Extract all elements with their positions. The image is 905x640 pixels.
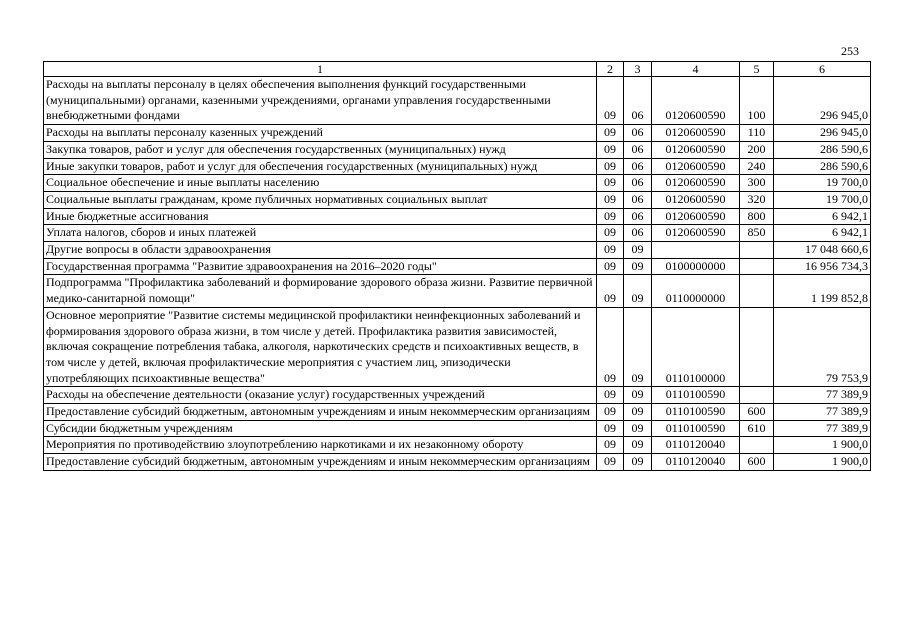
subsection-cell: 09 (624, 454, 652, 471)
name-cell: Другие вопросы в области здравоохранения (44, 242, 597, 259)
table-row (44, 242, 871, 259)
expense-type-cell (740, 258, 774, 275)
name-cell: Расходы на выплаты персоналу в целях обеспечения выполнения функций государственными (муниципальными) органами, казенными учреждениями, органами управления государственными внебюджетными фондами (44, 77, 597, 125)
expense-type-cell: 610 (740, 420, 774, 437)
expense-type-cell: 100 (740, 77, 774, 125)
table-row (44, 404, 871, 421)
target-article-cell: 0110100590 (652, 404, 740, 421)
expense-type-cell: 800 (740, 208, 774, 225)
amount-cell: 16 956 734,3 (774, 258, 871, 275)
amount-cell: 19 700,0 (774, 175, 871, 192)
table-row (44, 275, 871, 307)
expense-type-cell: 320 (740, 191, 774, 208)
amount-cell: 79 753,9 (774, 307, 871, 387)
name-cell: Субсидии бюджетным учреждениям (44, 420, 597, 437)
expense-type-cell (740, 275, 774, 307)
amount-cell: 1 900,0 (774, 454, 871, 471)
target-article-cell: 0120600590 (652, 125, 740, 142)
table-body (44, 77, 871, 471)
target-article-cell: 0120600590 (652, 158, 740, 175)
subsection-cell: 06 (624, 191, 652, 208)
subsection-cell: 09 (624, 307, 652, 387)
amount-cell: 77 389,9 (774, 387, 871, 404)
name-cell: Предоставление субсидий бюджетным, автономным учреждениям и иным некоммерческим организациям (44, 404, 597, 421)
section-cell: 09 (597, 437, 624, 454)
section-cell: 09 (597, 77, 624, 125)
section-cell: 09 (597, 454, 624, 471)
page-number: 253 (841, 44, 859, 58)
expense-type-cell: 600 (740, 404, 774, 421)
expense-type-cell (740, 242, 774, 259)
amount-cell: 1 900,0 (774, 437, 871, 454)
amount-cell: 286 590,6 (774, 141, 871, 158)
expense-type-cell: 600 (740, 454, 774, 471)
table-row (44, 158, 871, 175)
section-cell: 09 (597, 404, 624, 421)
section-cell: 09 (597, 225, 624, 242)
table-row (44, 258, 871, 275)
target-article-cell: 0100000000 (652, 258, 740, 275)
subsection-cell: 06 (624, 125, 652, 142)
section-cell: 09 (597, 387, 624, 404)
amount-cell: 1 199 852,8 (774, 275, 871, 307)
table-row (44, 420, 871, 437)
target-article-cell: 0120600590 (652, 208, 740, 225)
name-cell: Основное мероприятие "Развитие системы медицинской профилактики неинфекционных заболеваний и формирования здорового образа жизни, в том числе у детей. Профилактика развития зависимостей, включая сокращение потребления табака, алкоголя, наркотических средств и психоактивных веществ, в том числе у детей, включая профилактические мероприятия с участием лиц, эпизодически употребляющих психоактивные вещества" (44, 307, 597, 387)
header-cell-subsection: 3 (624, 62, 652, 77)
target-article-cell: 0110100590 (652, 387, 740, 404)
name-cell: Мероприятия по противодействию злоупотреблению наркотиками и их незаконному обороту (44, 437, 597, 454)
subsection-cell: 09 (624, 275, 652, 307)
subsection-cell: 06 (624, 208, 652, 225)
amount-cell: 286 590,6 (774, 158, 871, 175)
table-row (44, 437, 871, 454)
subsection-cell: 09 (624, 258, 652, 275)
section-cell: 09 (597, 191, 624, 208)
section-cell: 09 (597, 420, 624, 437)
subsection-cell: 06 (624, 77, 652, 125)
section-cell: 09 (597, 242, 624, 259)
amount-cell: 17 048 660,6 (774, 242, 871, 259)
expense-type-cell: 850 (740, 225, 774, 242)
target-article-cell (652, 242, 740, 259)
name-cell: Закупка товаров, работ и услуг для обеспечения государственных (муниципальных) нужд (44, 141, 597, 158)
subsection-cell: 06 (624, 225, 652, 242)
expense-type-cell: 200 (740, 141, 774, 158)
table-row (44, 191, 871, 208)
amount-cell: 19 700,0 (774, 191, 871, 208)
table-row (44, 77, 871, 125)
name-cell: Социальные выплаты гражданам, кроме публичных нормативных социальных выплат (44, 191, 597, 208)
target-article-cell: 0110100590 (652, 420, 740, 437)
expense-type-cell: 110 (740, 125, 774, 142)
section-cell: 09 (597, 258, 624, 275)
name-cell: Уплата налогов, сборов и иных платежей (44, 225, 597, 242)
target-article-cell: 0110120040 (652, 437, 740, 454)
subsection-cell: 09 (624, 242, 652, 259)
subsection-cell: 09 (624, 404, 652, 421)
expense-type-cell (740, 387, 774, 404)
expense-type-cell (740, 437, 774, 454)
subsection-cell: 06 (624, 158, 652, 175)
budget-table (43, 61, 871, 471)
amount-cell: 296 945,0 (774, 125, 871, 142)
header-cell-expense-type: 5 (740, 62, 774, 77)
expense-type-cell (740, 307, 774, 387)
header-cell-section: 2 (597, 62, 624, 77)
amount-cell: 77 389,9 (774, 404, 871, 421)
table-row (44, 454, 871, 471)
amount-cell: 6 942,1 (774, 208, 871, 225)
subsection-cell: 09 (624, 420, 652, 437)
subsection-cell: 06 (624, 141, 652, 158)
table-row (44, 175, 871, 192)
name-cell: Расходы на обеспечение деятельности (оказание услуг) государственных учреждений (44, 387, 597, 404)
target-article-cell: 0120600590 (652, 225, 740, 242)
section-cell: 09 (597, 175, 624, 192)
subsection-cell: 09 (624, 387, 652, 404)
name-cell: Иные закупки товаров, работ и услуг для обеспечения государственных (муниципальных) нужд (44, 158, 597, 175)
name-cell: Иные бюджетные ассигнования (44, 208, 597, 225)
amount-cell: 296 945,0 (774, 77, 871, 125)
target-article-cell: 0110120040 (652, 454, 740, 471)
section-cell: 09 (597, 275, 624, 307)
amount-cell: 77 389,9 (774, 420, 871, 437)
table-row (44, 225, 871, 242)
header-cell-name: 1 (44, 62, 597, 77)
expense-type-cell: 240 (740, 158, 774, 175)
name-cell: Государственная программа "Развитие здравоохранения на 2016–2020 годы" (44, 258, 597, 275)
amount-cell: 6 942,1 (774, 225, 871, 242)
header-row (44, 62, 871, 77)
table-row (44, 307, 871, 387)
expense-type-cell: 300 (740, 175, 774, 192)
section-cell: 09 (597, 307, 624, 387)
table-row (44, 387, 871, 404)
table-row (44, 208, 871, 225)
name-cell: Предоставление субсидий бюджетным, автономным учреждениям и иным некоммерческим организациям (44, 454, 597, 471)
table-row (44, 125, 871, 142)
target-article-cell: 0120600590 (652, 175, 740, 192)
name-cell: Расходы на выплаты персоналу казенных учреждений (44, 125, 597, 142)
target-article-cell: 0120600590 (652, 77, 740, 125)
section-cell: 09 (597, 208, 624, 225)
target-article-cell: 0120600590 (652, 191, 740, 208)
section-cell: 09 (597, 158, 624, 175)
name-cell: Подпрограмма "Профилактика заболеваний и формирование здорового образа жизни. Развитие первичной медико-санитарной помощи" (44, 275, 597, 307)
header-cell-amount: 6 (774, 62, 871, 77)
subsection-cell: 09 (624, 437, 652, 454)
section-cell: 09 (597, 141, 624, 158)
subsection-cell: 06 (624, 175, 652, 192)
name-cell: Социальное обеспечение и иные выплаты населению (44, 175, 597, 192)
section-cell: 09 (597, 125, 624, 142)
target-article-cell: 0120600590 (652, 141, 740, 158)
header-cell-target-article: 4 (652, 62, 740, 77)
target-article-cell: 0110000000 (652, 275, 740, 307)
target-article-cell: 0110100000 (652, 307, 740, 387)
table-row (44, 141, 871, 158)
